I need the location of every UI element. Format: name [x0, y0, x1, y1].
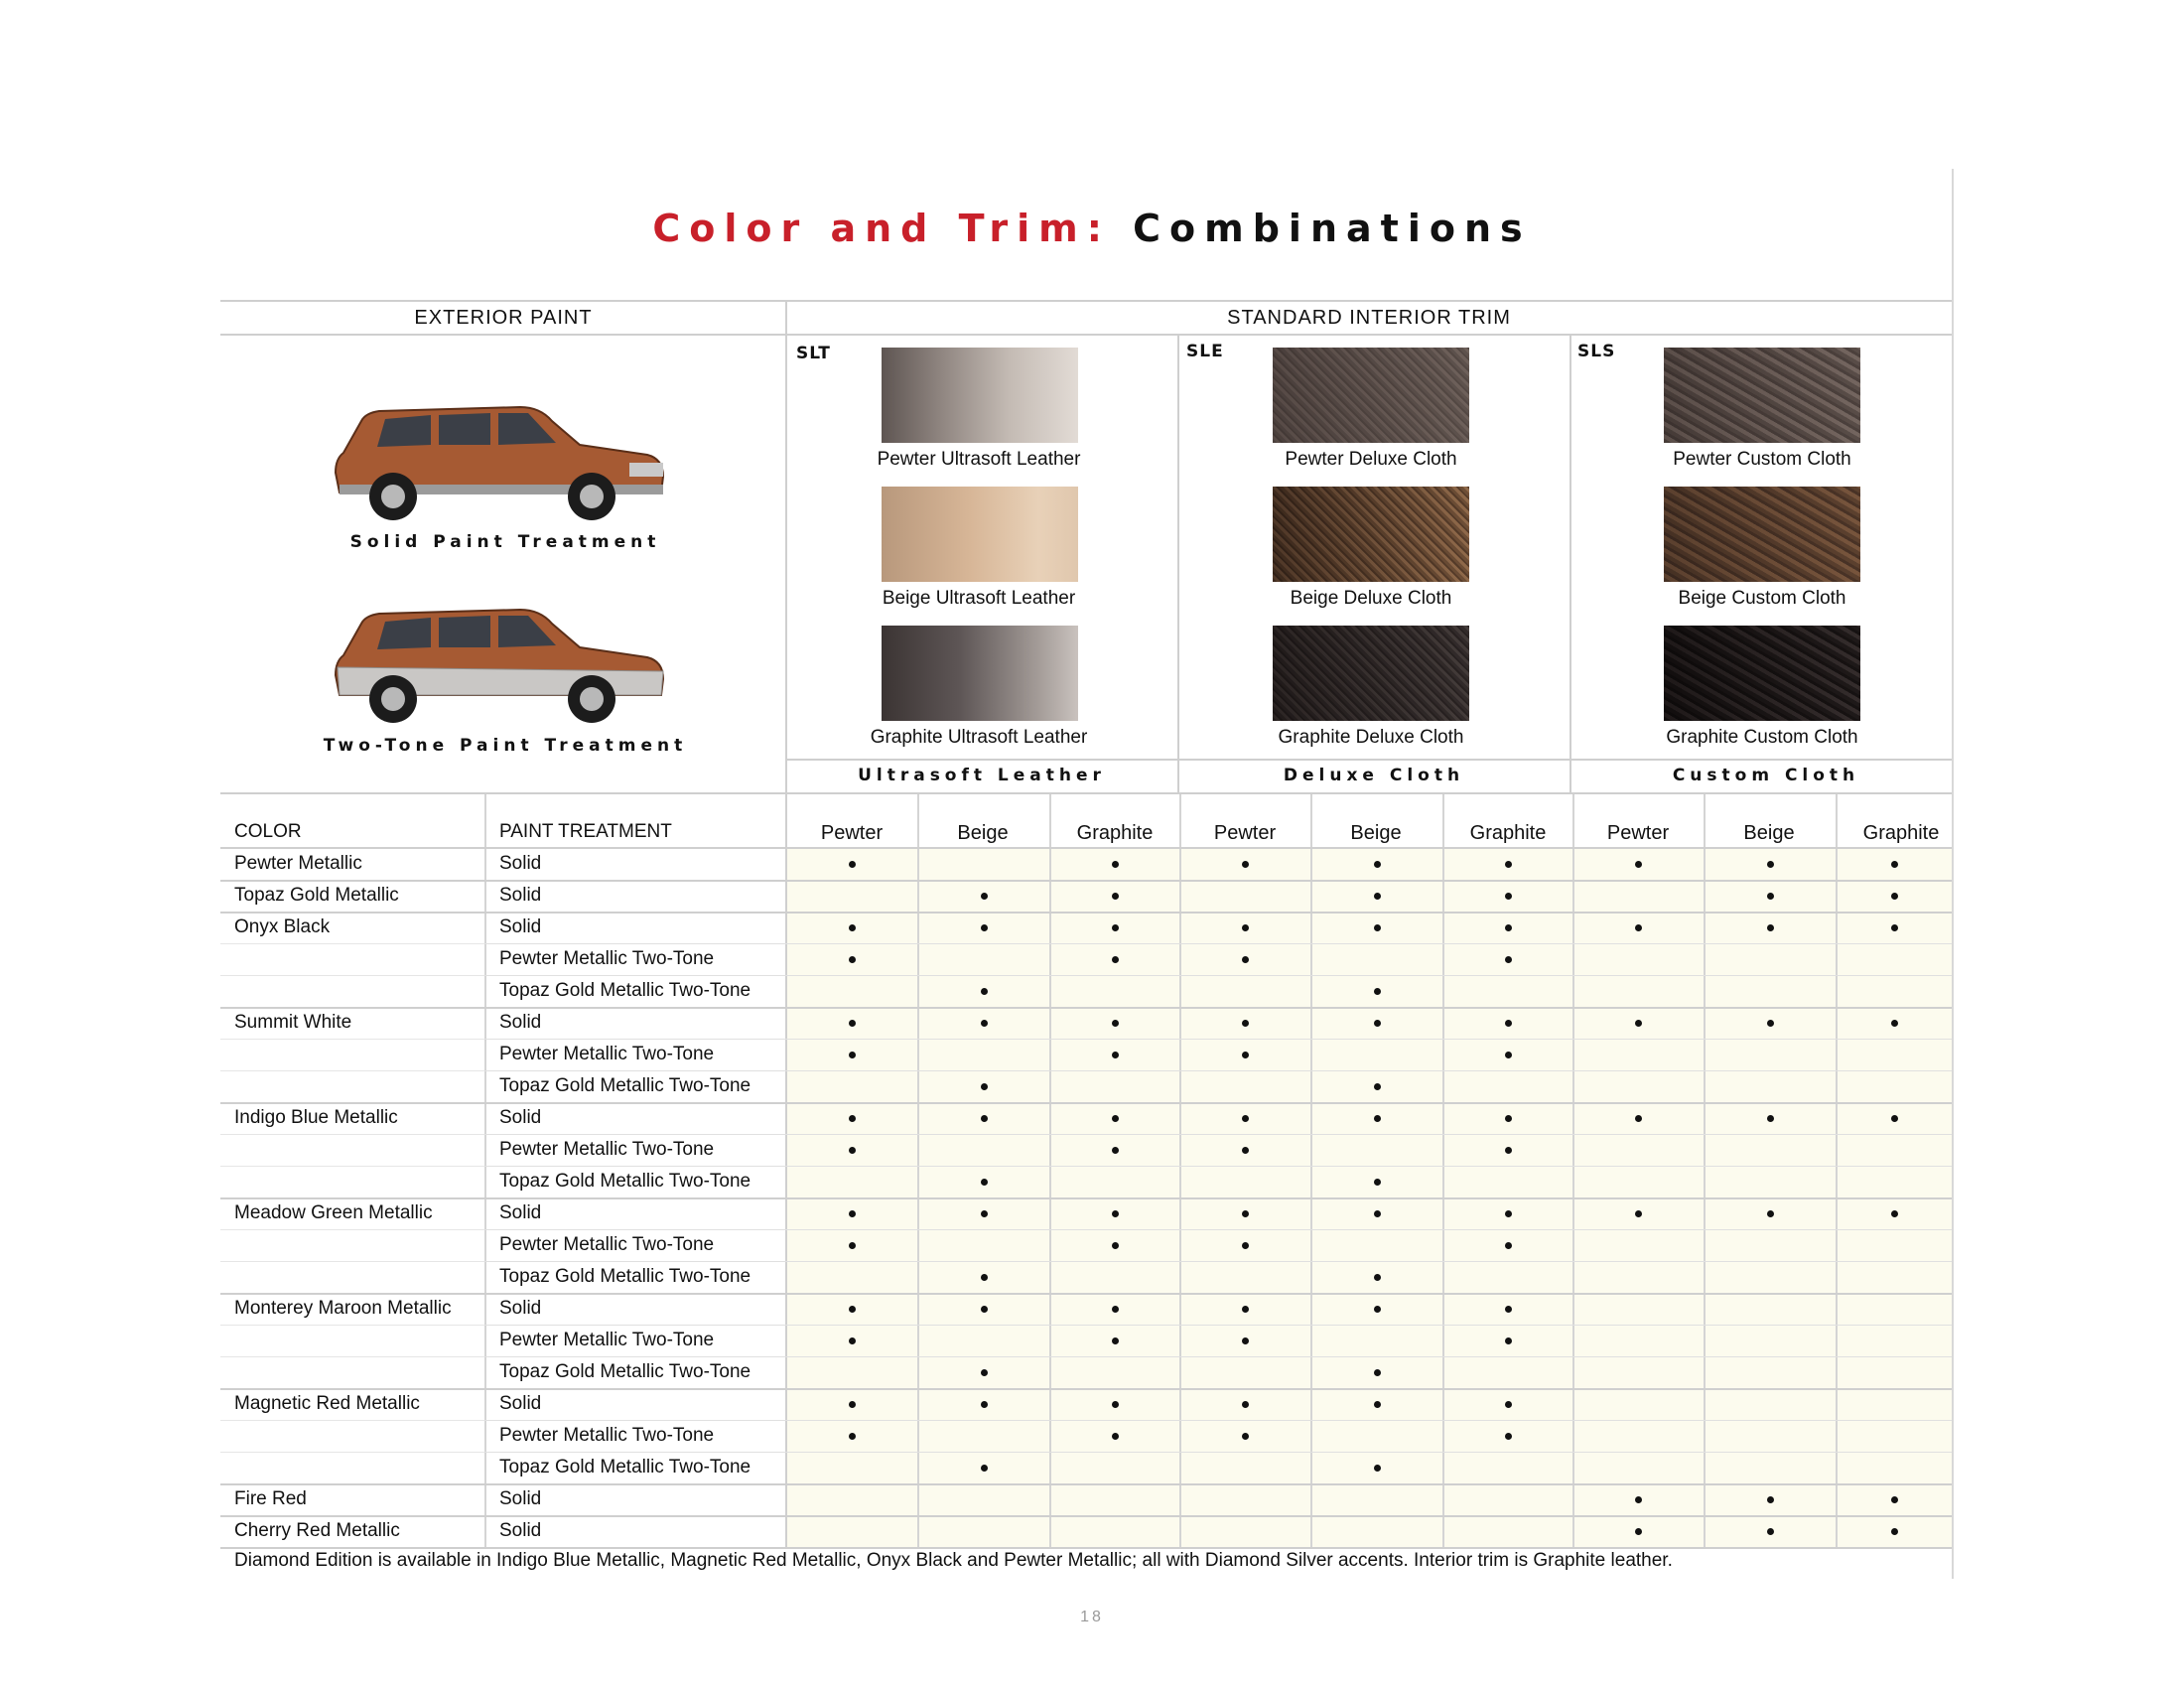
page-number: 18 [1080, 1609, 1104, 1625]
column-header-trim: Graphite [1862, 822, 1940, 844]
column-divider [484, 794, 486, 1547]
availability-dot [1242, 1147, 1249, 1154]
availability-dot [1374, 1465, 1381, 1472]
group-label-ultrasoft-leather: Ultrasoft Leather [858, 766, 1106, 785]
availability-dot [1891, 1020, 1898, 1027]
row-divider [220, 1229, 484, 1230]
column-divider [1310, 794, 1312, 1547]
divider [1570, 334, 1571, 794]
table-cell-treatment: Topaz Gold Metallic Two-Tone [499, 980, 751, 1001]
table-cell-treatment: Topaz Gold Metallic Two-Tone [499, 1361, 751, 1382]
row-divider [220, 1325, 484, 1326]
availability-dot [1374, 1401, 1381, 1408]
solid-paint-car-image [332, 393, 669, 527]
availability-dot [849, 924, 856, 931]
availability-dot [1242, 1020, 1249, 1027]
availability-dot [1505, 1337, 1512, 1344]
column-header-trim: Beige [1743, 822, 1795, 844]
availability-dot [981, 1465, 988, 1472]
table-cell-color: Meadow Green Metallic [234, 1202, 433, 1223]
availability-dot [1242, 956, 1249, 963]
column-header-trim: Beige [1350, 822, 1402, 844]
row-divider [220, 1356, 484, 1357]
availability-dot [1505, 1115, 1512, 1122]
table-cell-treatment: Solid [499, 1298, 542, 1319]
row-divider [220, 1452, 484, 1453]
row-divider [220, 1070, 484, 1071]
availability-dot [1635, 1115, 1642, 1122]
availability-dot [1374, 893, 1381, 900]
row-divider [220, 1197, 1952, 1199]
row-divider [220, 1039, 484, 1040]
swatch-label: Beige Deluxe Cloth [1290, 588, 1452, 609]
table-cell-treatment: Pewter Metallic Two-Tone [499, 948, 715, 969]
availability-dot [1374, 1210, 1381, 1217]
column-divider [917, 794, 919, 1547]
row-divider [220, 1388, 1952, 1390]
availability-dot [1112, 1306, 1119, 1313]
availability-dot [1767, 893, 1774, 900]
availability-dot [1635, 1020, 1642, 1027]
table-cell-treatment: Pewter Metallic Two-Tone [499, 1330, 715, 1350]
availability-dot [849, 956, 856, 963]
availability-dot [1767, 1496, 1774, 1503]
availability-dot [981, 1306, 988, 1313]
page-title [0, 207, 2184, 250]
availability-dot [1242, 924, 1249, 931]
pewter-custom-cloth-swatch [1664, 348, 1860, 443]
table-cell-treatment: Solid [499, 1393, 542, 1414]
column-header-trim: Graphite [1076, 822, 1154, 844]
availability-dot [1767, 924, 1774, 931]
availability-dot [981, 1083, 988, 1090]
availability-dot [1505, 861, 1512, 868]
swatch-label: Beige Ultrasoft Leather [882, 588, 1076, 609]
availability-dot [1112, 1337, 1119, 1344]
availability-dot [1505, 1242, 1512, 1249]
row-divider [220, 975, 484, 976]
availability-dot [849, 1115, 856, 1122]
availability-dot [1767, 1115, 1774, 1122]
row-divider [220, 1166, 484, 1167]
two-tone-paint-label: Two-Tone Paint Treatment [323, 736, 688, 756]
header-divider [220, 847, 1952, 849]
beige-custom-cloth-swatch [1664, 487, 1860, 582]
table-cell-treatment: Pewter Metallic Two-Tone [499, 1139, 715, 1160]
column-header-trim: Pewter [820, 822, 884, 844]
availability-dot [1374, 1274, 1381, 1281]
table-cell-treatment: Solid [499, 885, 542, 906]
availability-dot [1112, 1401, 1119, 1408]
table-cell-color: Summit White [234, 1012, 352, 1033]
pewter-deluxe-cloth-swatch [1273, 348, 1469, 443]
two-tone-car-image [332, 596, 669, 730]
availability-dot [1112, 1115, 1119, 1122]
availability-dot [1635, 861, 1642, 868]
availability-dot [1374, 1115, 1381, 1122]
column-header-color: COLOR [234, 821, 302, 842]
row-divider [220, 943, 484, 944]
availability-dot [981, 1210, 988, 1217]
availability-dot [1112, 893, 1119, 900]
availability-dot [849, 861, 856, 868]
availability-dot [981, 988, 988, 995]
right-border [1952, 169, 1954, 1579]
availability-dot [1635, 1528, 1642, 1535]
availability-dot [1112, 1210, 1119, 1217]
table-cell-treatment: Pewter Metallic Two-Tone [499, 1425, 715, 1446]
trim-code-sle: SLE [1186, 342, 1224, 361]
availability-dot [1374, 924, 1381, 931]
interior-trim-header: STANDARD INTERIOR TRIM [786, 300, 1952, 336]
availability-dot [981, 1369, 988, 1376]
graphite-ultrasoft-leather-swatch [882, 626, 1078, 721]
table-bottom-border [220, 1547, 1952, 1549]
group-label-deluxe-cloth: Deluxe Cloth [1283, 766, 1465, 785]
beige-ultrasoft-leather-swatch [882, 487, 1078, 582]
table-cell-color: Onyx Black [234, 916, 331, 937]
availability-dot [1505, 1147, 1512, 1154]
table-cell-color: Pewter Metallic [234, 853, 362, 874]
availability-dot [1635, 1496, 1642, 1503]
table-cell-treatment: Topaz Gold Metallic Two-Tone [499, 1075, 751, 1096]
availability-dot [1505, 1433, 1512, 1440]
row-divider [220, 1102, 1952, 1104]
availability-dot [1891, 1528, 1898, 1535]
column-divider [1836, 794, 1838, 1547]
availability-dot [1635, 1210, 1642, 1217]
availability-dot [849, 1210, 856, 1217]
table-cell-treatment: Solid [499, 1012, 542, 1033]
graphite-custom-cloth-swatch [1664, 626, 1860, 721]
availability-dot [1767, 861, 1774, 868]
swatch-label: Pewter Deluxe Cloth [1285, 449, 1457, 470]
swatch-label: Pewter Custom Cloth [1673, 449, 1851, 470]
availability-dot [1505, 1052, 1512, 1058]
availability-dot [1112, 1052, 1119, 1058]
swatch-label: Graphite Deluxe Cloth [1278, 727, 1464, 748]
trim-code-sls: SLS [1577, 342, 1616, 361]
availability-dot [1891, 861, 1898, 868]
table-cell-treatment: Topaz Gold Metallic Two-Tone [499, 1266, 751, 1287]
availability-dot [1374, 1020, 1381, 1027]
availability-dot [1374, 1306, 1381, 1313]
table-cell-color: Magnetic Red Metallic [234, 1393, 420, 1414]
table-cell-treatment: Solid [499, 1488, 542, 1509]
column-divider [1442, 794, 1444, 1547]
availability-dot [1374, 861, 1381, 868]
availability-dot [849, 1242, 856, 1249]
table-cell-color: Topaz Gold Metallic [234, 885, 399, 906]
row-divider [220, 880, 1952, 882]
availability-dot [1505, 1401, 1512, 1408]
availability-dot [1374, 1179, 1381, 1186]
availability-dot [1891, 893, 1898, 900]
availability-dot [1374, 988, 1381, 995]
row-divider [220, 1261, 484, 1262]
table-cell-color: Cherry Red Metallic [234, 1520, 400, 1541]
table-cell-treatment: Topaz Gold Metallic Two-Tone [499, 1457, 751, 1477]
availability-dot [849, 1433, 856, 1440]
table-cell-color: Monterey Maroon Metallic [234, 1298, 452, 1319]
pewter-ultrasoft-leather-swatch [882, 348, 1078, 443]
table-cell-treatment: Solid [499, 853, 542, 874]
row-divider [220, 1420, 484, 1421]
title-part-black: Combinations [1133, 207, 1532, 250]
exterior-paint-header: EXTERIOR PAINT [220, 300, 786, 336]
row-divider [220, 1483, 1952, 1485]
availability-dot [981, 1274, 988, 1281]
solid-paint-label: Solid Paint Treatment [349, 532, 661, 552]
availability-dot [1242, 1306, 1249, 1313]
availability-dot [1112, 1242, 1119, 1249]
column-divider [1049, 794, 1051, 1547]
availability-dot [1374, 1083, 1381, 1090]
availability-dot [1767, 1020, 1774, 1027]
swatch-label: Pewter Ultrasoft Leather [877, 449, 1081, 470]
swatch-label: Graphite Custom Cloth [1666, 727, 1858, 748]
availability-dot [1374, 1369, 1381, 1376]
availability-dot [1635, 924, 1642, 931]
availability-dot [1891, 924, 1898, 931]
trim-code-slt: SLT [796, 344, 831, 363]
column-header-trim: Pewter [1213, 822, 1277, 844]
availability-dot [981, 893, 988, 900]
availability-dot [1112, 924, 1119, 931]
column-header-paint-treatment: PAINT TREATMENT [499, 821, 672, 842]
availability-dot [1112, 1147, 1119, 1154]
availability-dot [1242, 1210, 1249, 1217]
table-cell-treatment: Solid [499, 1520, 542, 1541]
availability-dot [1112, 861, 1119, 868]
availability-dot [1505, 893, 1512, 900]
availability-dot [1505, 1020, 1512, 1027]
title-part-red: Color and Trim: [652, 207, 1111, 250]
row-divider [220, 1134, 484, 1135]
availability-dot [1505, 924, 1512, 931]
row-divider [220, 1007, 1952, 1009]
table-cell-treatment: Solid [499, 1202, 542, 1223]
availability-dot [849, 1020, 856, 1027]
row-divider [220, 1515, 1952, 1517]
availability-dot [1505, 956, 1512, 963]
column-header-trim: Graphite [1469, 822, 1547, 844]
availability-dot [1767, 1210, 1774, 1217]
availability-dot [849, 1337, 856, 1344]
availability-dot [849, 1306, 856, 1313]
row-divider [220, 912, 1952, 914]
group-label-custom-cloth: Custom Cloth [1672, 766, 1860, 785]
table-cell-treatment: Pewter Metallic Two-Tone [499, 1234, 715, 1255]
swatch-label: Beige Custom Cloth [1678, 588, 1846, 609]
table-cell-treatment: Topaz Gold Metallic Two-Tone [499, 1171, 751, 1192]
column-header-trim: Pewter [1606, 822, 1670, 844]
availability-dot [1112, 1020, 1119, 1027]
availability-dot [1505, 1306, 1512, 1313]
availability-dot [1242, 1115, 1249, 1122]
table-cell-treatment: Solid [499, 916, 542, 937]
availability-dot [849, 1147, 856, 1154]
availability-dot [1242, 1337, 1249, 1344]
table-cell-color: Indigo Blue Metallic [234, 1107, 398, 1128]
availability-dot [1505, 1210, 1512, 1217]
graphite-deluxe-cloth-swatch [1273, 626, 1469, 721]
availability-dot [1242, 1433, 1249, 1440]
beige-deluxe-cloth-swatch [1273, 487, 1469, 582]
divider [786, 759, 1952, 761]
availability-dot [1242, 861, 1249, 868]
availability-dot [1112, 1433, 1119, 1440]
availability-dot [981, 1401, 988, 1408]
divider [1177, 334, 1179, 794]
availability-dot [849, 1052, 856, 1058]
availability-dot [981, 1115, 988, 1122]
column-header-trim: Beige [957, 822, 1009, 844]
column-divider [1704, 794, 1706, 1547]
availability-dot [849, 1401, 856, 1408]
availability-dot [1891, 1210, 1898, 1217]
availability-dot [981, 924, 988, 931]
table-cell-treatment: Solid [499, 1107, 542, 1128]
table-cell-color: Fire Red [234, 1488, 307, 1509]
column-divider [1572, 794, 1574, 1547]
availability-dot [981, 1179, 988, 1186]
availability-dot [1242, 1242, 1249, 1249]
availability-dot [981, 1020, 988, 1027]
availability-dot [1767, 1528, 1774, 1535]
footnote: Diamond Edition is available in Indigo Blue Metallic, Magnetic Red Metallic, Onyx Black and Pewter Metallic; all with Diamond Silver accents. Interior trim is Graphite leather. [234, 1550, 1673, 1571]
column-divider [1179, 794, 1181, 1547]
availability-dot [1891, 1115, 1898, 1122]
availability-dot [1891, 1496, 1898, 1503]
row-divider [220, 1293, 1952, 1295]
swatch-label: Graphite Ultrasoft Leather [870, 727, 1088, 748]
availability-dot [1112, 956, 1119, 963]
divider [220, 792, 1952, 794]
availability-dot [1242, 1401, 1249, 1408]
table-cell-treatment: Pewter Metallic Two-Tone [499, 1044, 715, 1064]
availability-dot [1242, 1052, 1249, 1058]
